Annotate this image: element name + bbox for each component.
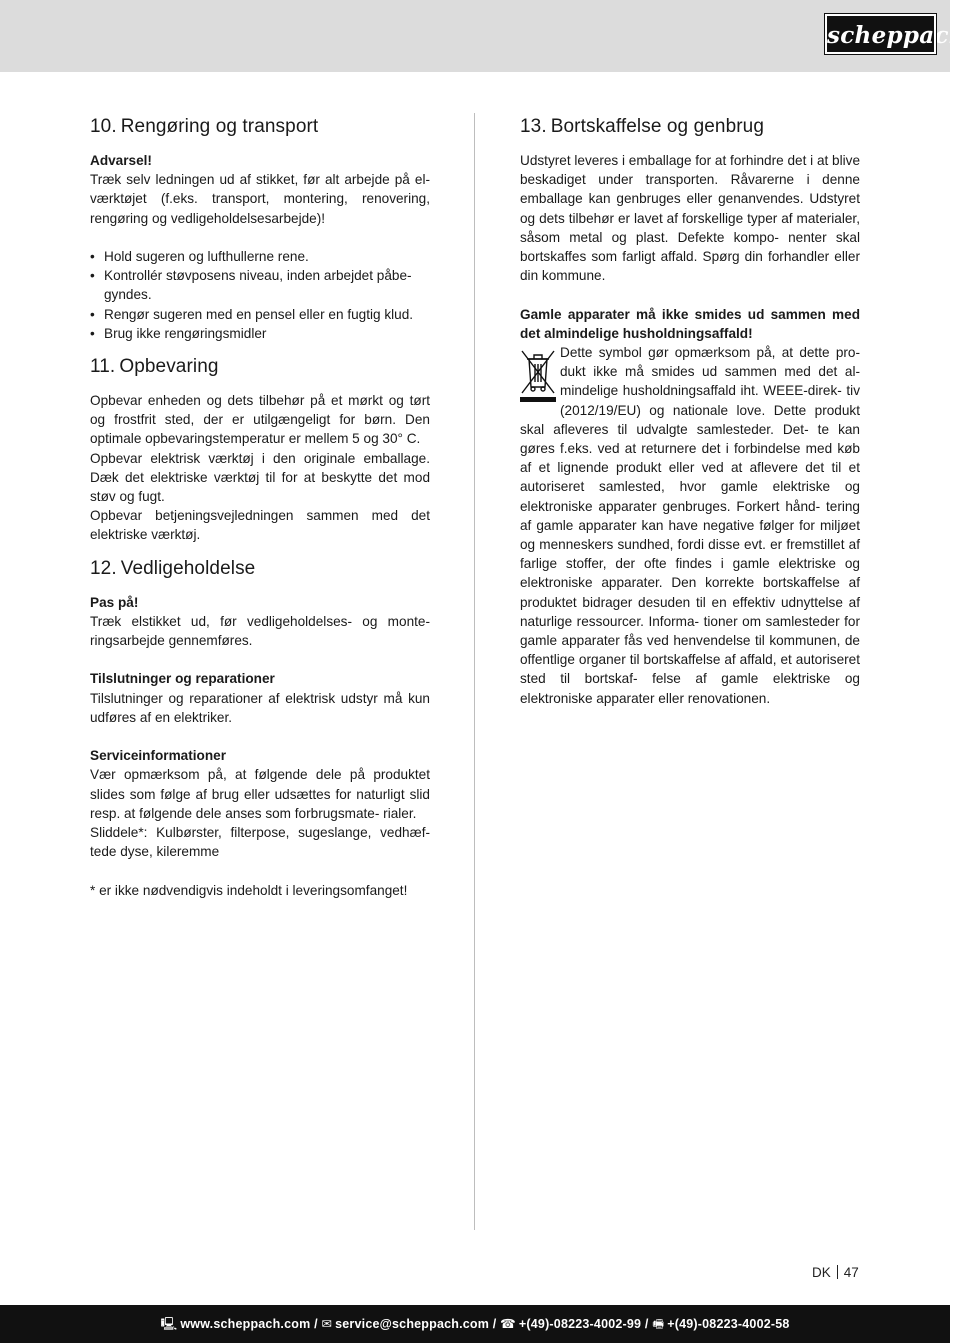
warning-label: Advarsel! [90, 153, 152, 168]
computer-icon: 🖳 [160, 1317, 178, 1331]
left-column [90, 113, 430, 900]
crossed-out-bin-icon [520, 347, 556, 405]
weee-block [520, 343, 860, 708]
page-number-value: 47 [843, 1265, 859, 1280]
section-title: Vedligeholdelse [120, 557, 256, 579]
fax-icon: 🖷 [652, 1317, 665, 1331]
storage-paragraph: Opbevar enheden og dets tilbehør på et mørkt og tørt og frostfrit sted, der er utilgængeligt for børn. Den optimale opbevaringstemperatur er mellem 5 og 30° C. [90, 393, 430, 447]
header-bar [0, 0, 950, 72]
storage-paragraph: Opbevar betjeningsvejledningen sammen med det elektriske værktøj. [90, 508, 430, 543]
section-number: 13. [520, 116, 547, 137]
caution-text: Træk elstikket ud, før vedligeholdelses- og monte- ringsarbejde gennemføres. [90, 613, 430, 649]
section-title: Bortskaffelse og genbrug [550, 116, 765, 137]
disposal-paragraph: Udstyret leveres i emballage for at forhindre det i at blive beskadiget under transporten. Råvarerne i denne emballage kan genbruges eller genanvendes. Udstyret og dets tilbehør er lavet af forskellige typer af materialer, såsom metal og plast. Defekte kompo- nenter skal bortskaffes som farligt affald. Spørg din forhandler eller din kommune. [520, 153, 861, 284]
footer-website[interactable]: www.scheppach.com [180, 1317, 311, 1331]
section-number: 12. [90, 557, 117, 579]
footer-phone: +(49)-08223-4002-99 [518, 1317, 642, 1331]
wear-parts-text: Sliddele*: Kulbørster, filterpose, sugeslange, vedhæf- tede dyse, kileremme [90, 825, 430, 860]
section-title: Opbevaring [119, 356, 219, 378]
connections-text: Tilslutninger og reparationer af elektrisk udstyr må kun udføres af en elektriker. [90, 690, 430, 725]
list-item: • Kontrollér støvposens niveau, inden arbejdet påbe- gyndes. [90, 266, 430, 304]
right-column [520, 113, 860, 708]
section-number: 11. [90, 356, 116, 378]
list-item: • Rengør sugeren med en pensel eller en fugtig klud. [90, 305, 430, 324]
section-10-heading [90, 113, 430, 141]
connections-label: Tilslutninger og reparationer [90, 671, 275, 687]
storage-paragraph: Opbevar elektrisk værktøj i den originale emballage. Dæk det elektriske værktøj til for at beskytte det mod støv og fugt. [90, 450, 430, 505]
section-number: 10. [90, 116, 117, 137]
footer-email[interactable]: service@scheppach.com [335, 1317, 490, 1331]
service-label: Serviceinformationer [90, 748, 226, 764]
mail-icon: ✉ [321, 1317, 333, 1331]
brand-logo: scheppach [825, 14, 936, 54]
section-11-heading [90, 353, 430, 381]
language-code: DK [812, 1265, 831, 1280]
weee-text: Dette symbol gør opmærksom på, at dette pro- dukt ikke må smides ud sammen med det al- mindelige husholdningsaffald iht. WEEE-direk- tiv (2012/19/EU) og nationale love. Dette produkt skal afleveres til udvalgte samlesteder. Det- te kan gøres f.eks. ved at returnere det i forbindelse med køb af et lignende produkt eller ved at aflevere det til et autoriseret samlested, hvor gamle elektriske og elektroniske apparater genbruges. Forkert hånd- tering af gamle apparater kan have negative følger for miljøet og menneskers sundhed, fordi disse evt. er fremstillet af farlige stoffer, der ofte findes i gamle elektriske og elektroniske apparater. Den korrekte bortskaffelse af produktet bidrager desuden til en effektiv udnyttelse af naturlige ressourcer. Informa- tioner om samlesteder for gamle apparater fås ved henvendelse til kommunen, de offentlige organer til bortskaffelse af affald, et autoriseret sted til bortskaf- felse af gamle elektriske og elektroniske apparater eller renovationen. [520, 345, 860, 706]
service-text: Vær opmærksom på, at følgende dele på produktet slides som følge af brug eller udsættes for naturligt slid resp. at følgende dele anses som forbrugsmate- rialer. [90, 767, 430, 821]
section-title: Rengøring og transport [120, 116, 319, 137]
list-item: • Brug ikke rengøringsmidler [90, 324, 430, 343]
section-12-heading [90, 555, 430, 583]
list-item: • Hold sugeren og lufthullerne rene. [90, 247, 430, 266]
column-divider [474, 113, 475, 1230]
footer-fax: +(49)-08223-4002-58 [667, 1317, 790, 1331]
footnote: * er ikke nødvendigvis indeholdt i leveringsomfanget! [90, 882, 408, 898]
section-13-heading [520, 113, 860, 141]
warning-text: Træk selv ledningen ud af stikket, før alt arbejde på el-værktøjet (f.eks. transport, montering, renovering, rengøring og vedligeholdelsesarbejde)! [90, 172, 430, 226]
disposal-warning: Gamle apparater må ikke smides ud sammen med det almindelige husholdningsaffald! [520, 306, 860, 341]
cleaning-list [90, 247, 430, 343]
caution-label: Pas på! [90, 594, 139, 610]
page-number [812, 1265, 859, 1280]
phone-icon: ☎ [500, 1317, 516, 1331]
footer-bar: 🖳 www.scheppach.com / ✉ service@scheppach.com / ☎ +(49)-08223-4002-99 / 🖷 +(49)-08223-4002-58 [0, 1305, 950, 1343]
